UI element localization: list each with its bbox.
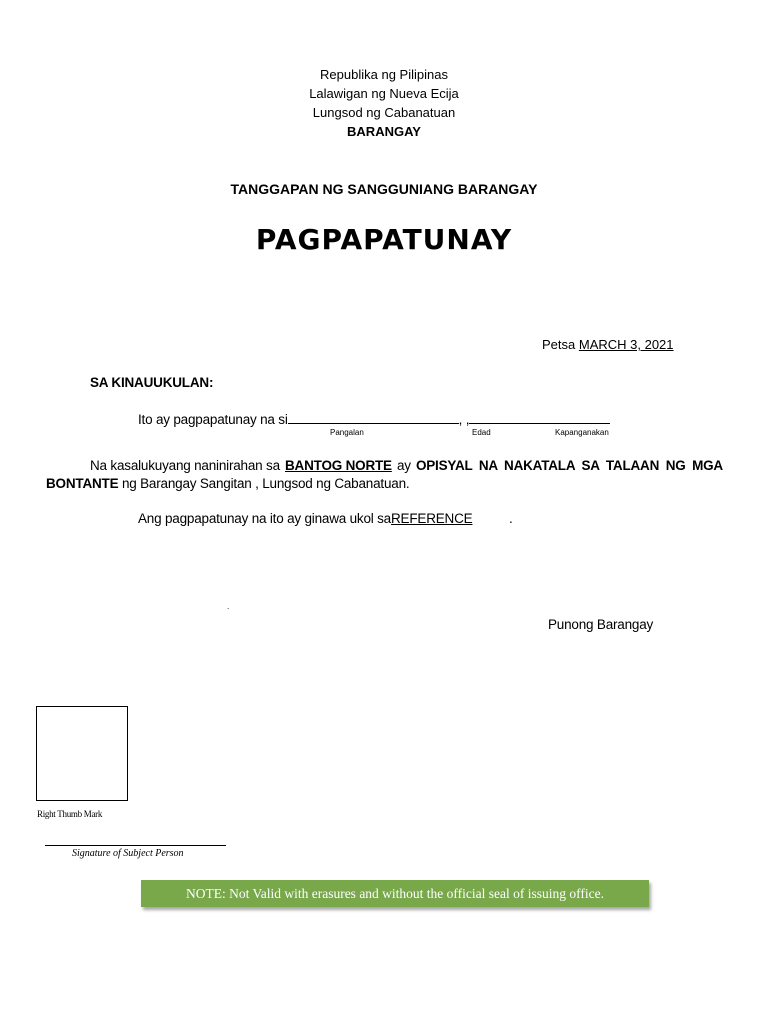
- header-province: Lalawigan ng Nueva Ecija: [309, 86, 459, 101]
- header-city: Lungsod ng Cabanatuan: [312, 105, 456, 120]
- salutation: SA KINAUUKULAN:: [90, 375, 214, 390]
- residence-line-1: [46, 457, 723, 475]
- residence-line-2: [46, 475, 723, 493]
- residence-place: BANTOG NORTE: [285, 458, 392, 473]
- certify-prefix: Ito ay pagpapatunay na si: [138, 412, 288, 427]
- name-blank: [288, 410, 459, 424]
- header-barangay: BARANGAY: [347, 124, 421, 139]
- signature-line: [45, 845, 226, 846]
- thumb-mark-box: [36, 706, 128, 801]
- signature-label: Signature of Subject Person: [72, 848, 184, 859]
- document-title: PAGPAPATUNAY: [255, 223, 513, 256]
- label-birth: Kapanganakan: [555, 428, 609, 437]
- birth-blank: [469, 410, 610, 424]
- signatory-title: Punong Barangay: [548, 617, 654, 632]
- purpose-prefix: Ang pagpapatunay na ito ay ginawa ukol sa: [138, 511, 391, 526]
- residence-paragraph: [46, 457, 723, 493]
- residence-status: OPISYAL NA NAKATALA SA TALAAN NG MGA: [415, 458, 723, 473]
- certify-line: [138, 410, 610, 427]
- residence-suffix: ng Barangay Sangitan , Lungsod ng Cabanatuan.: [118, 476, 410, 491]
- office-name: TANGGAPAN NG SANGGUNIANG BARANGAY: [230, 181, 538, 197]
- validity-note: NOTE: Not Valid with erasures and without the official seal of issuing office.: [141, 880, 649, 907]
- label-name: Pangalan: [330, 428, 364, 437]
- stray-dot: .: [227, 602, 230, 611]
- thumb-mark-label: Right Thumb Mark: [37, 809, 103, 819]
- residence-prefix: Na kasalukuyang naninirahan sa: [90, 458, 280, 473]
- purpose-suffix: .: [509, 511, 513, 526]
- header-republic: Republika ng Pilipinas: [320, 67, 448, 82]
- residence-status-2: BONTANTE: [46, 476, 119, 491]
- date-value: MARCH 3, 2021: [578, 337, 674, 352]
- purpose-line: [138, 511, 513, 526]
- certify-separator: , ,: [458, 412, 470, 427]
- date-label: Petsa: [542, 337, 579, 352]
- purpose-value: REFERENCE: [391, 511, 473, 526]
- residence-ay: ay: [396, 458, 411, 473]
- date-line: [542, 337, 674, 352]
- label-age: Edad: [472, 428, 491, 437]
